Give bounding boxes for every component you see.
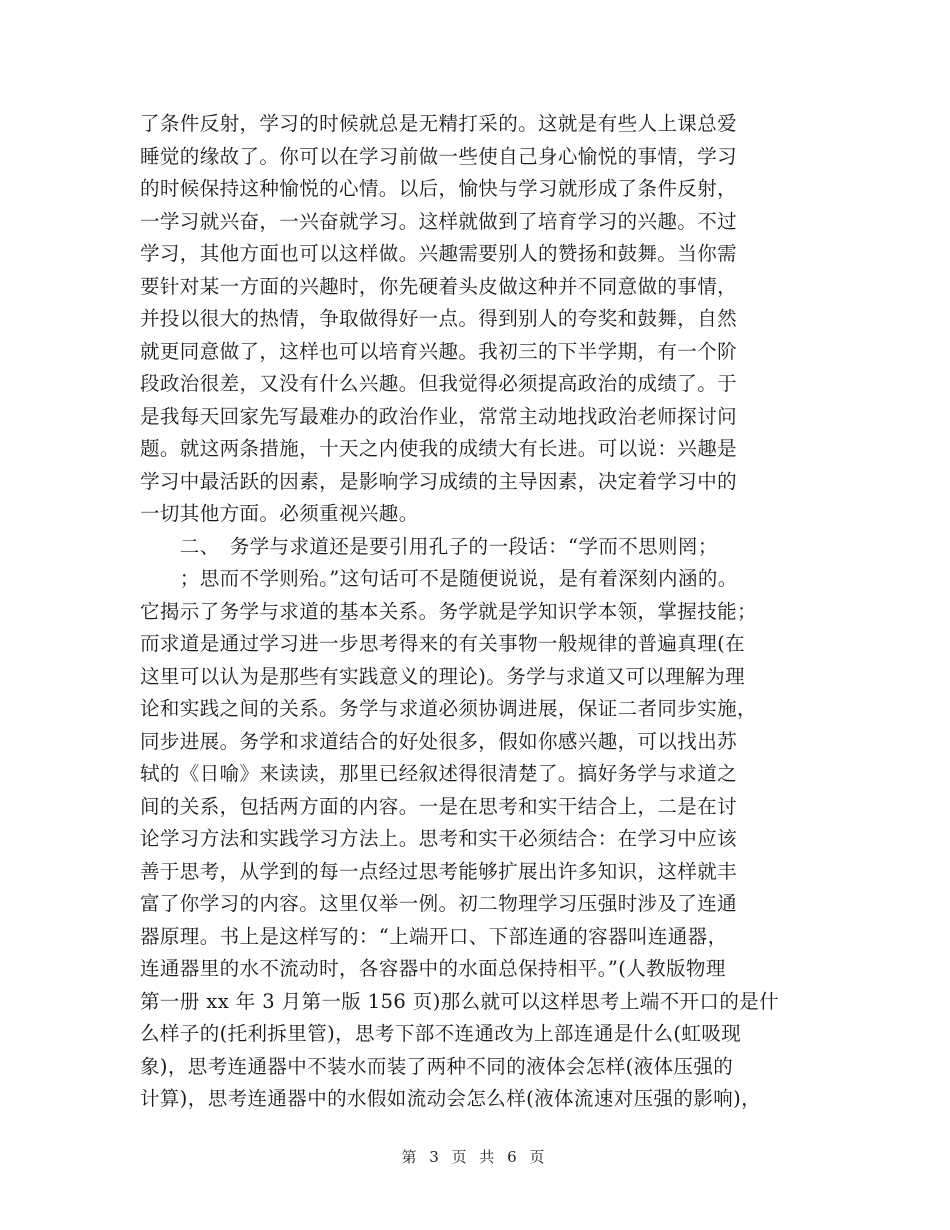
text-line: 间的关系，包括两方面的内容。一是在思考和实干结合上，二是在讨 <box>140 794 738 818</box>
text-line: 一学习就兴奋，一兴奋就学习。这样就做到了培育学习的兴趣。不过 <box>140 209 738 233</box>
text-line: 学习中最活跃的因素，是影响学习成绩的主导因素，决定着学习中的 <box>140 469 738 493</box>
text-line: 的时候保持这种愉悦的心情。以后，愉快与学习就形成了条件反射， <box>140 177 738 200</box>
text-line: 一切其他方面。必须重视兴趣。 <box>140 502 419 525</box>
text-line: 轼的《日喻》来读读，那里已经叙述得很清楚了。搞好务学与求道之 <box>140 762 738 785</box>
text-line: 这里可以认为是那些有实践意义的理论)。务学与求道又可以理解为理 <box>140 664 746 688</box>
text-line: 段政治很差，又没有什么兴趣。但我觉得必须提高政治的成绩了。于 <box>140 372 738 395</box>
text-line: 第一册 xx 年 3 月第一版 156 页)那么就可以这样思考上端不开口的是什 <box>140 989 780 1013</box>
text-line: 连通器里的水不流动时，各容器中的水面总保持相平。”(人教版物理 <box>140 957 726 980</box>
text-line: 题。就这两条措施，十天之内使我的成绩大有长进。可以说：兴趣是 <box>140 437 738 460</box>
text-line: 善于思考，从学到的每一点经过思考能够扩展出许多知识，这样就丰 <box>140 859 738 883</box>
text-line: 它揭示了务学与求道的基本关系。务学就是学知识学本领，掌握技能； <box>140 599 757 623</box>
text-line: 并投以很大的热情，争取做得好一点。得到别人的夸奖和鼓舞，自然 <box>140 307 738 330</box>
text-line: 器原理。书上是这样写的：“上端开口、下部连通的容器叫连通器， <box>140 924 728 948</box>
text-line: 要针对某一方面的兴趣时，你先硬着头皮做这种并不同意做的事情， <box>140 274 738 298</box>
body-text <box>140 108 820 1116</box>
text-line: 学习，其他方面也可以这样做。兴趣需要别人的赞扬和鼓舞。当你需 <box>140 242 738 265</box>
text-line: 是我每天回家先写最难办的政治作业，常常主动地找政治老师探讨问 <box>140 404 738 428</box>
text-line: 论学习方法和实践学习方法上。思考和实干必须结合：在学习中应该 <box>140 827 738 850</box>
text-line: 计算)，思考连通器中的水假如流动会怎么样(液体流速对压强的影响)， <box>140 1087 762 1110</box>
text-line: 睡觉的缘故了。你可以在学习前做一些使自己身心愉悦的事情，学习 <box>140 144 738 168</box>
text-line: 富了你学习的内容。这里仅举一例。初二物理学习压强时涉及了连通 <box>140 892 738 915</box>
text-line: 论和实践之间的关系。务学与求道必须协调进展，保证二者同步实施， <box>140 697 757 720</box>
text-line: ；思而不学则殆。”这句话可不是随便说说，是有着深刻内涵的。 <box>140 567 738 590</box>
text-line: 而求道是通过学习进一步思考得来的有关事物一般规律的普遍真理(在 <box>140 632 746 655</box>
text-line: 么样子的(托利拆里管)，思考下部不连通改为上部连通是什么(虹吸现 <box>140 1022 742 1045</box>
text-line: 了条件反射，学习的时候就总是无精打采的。这就是有些人上课总爱 <box>140 112 738 135</box>
page-number-footer: 第 3 页 共 6 页 <box>401 1148 549 1166</box>
text-line: 同步进展。务学和求道结合的好处很多，假如你感兴趣，可以找出苏 <box>140 729 738 753</box>
text-line: 象)，思考连通器中不装水而装了两种不同的液体会怎样(液体压强的 <box>140 1054 734 1078</box>
text-line: 就更同意做了，这样也可以培育兴趣。我初三的下半学期，有一个阶 <box>140 339 738 363</box>
section-heading-line: 二、 务学与求道还是要引用孔子的一段话：“学而不思则罔； <box>140 534 718 558</box>
